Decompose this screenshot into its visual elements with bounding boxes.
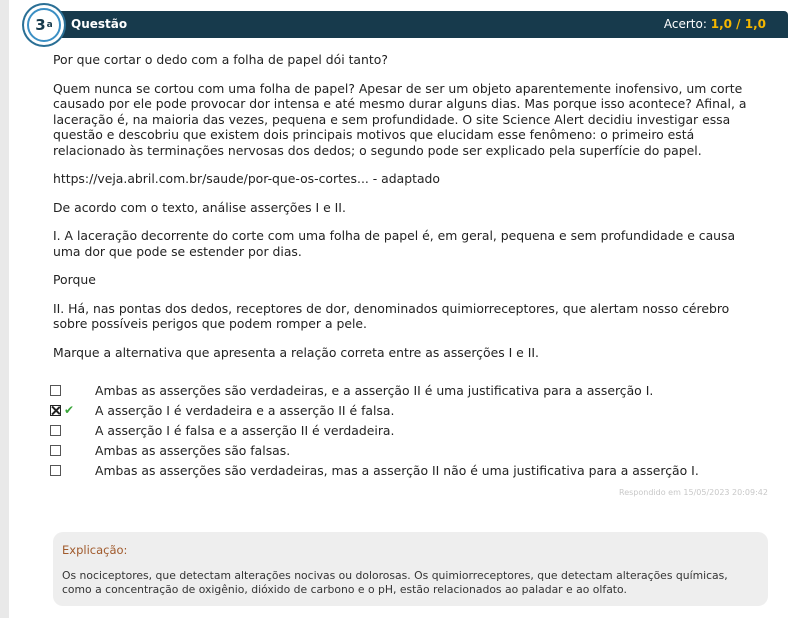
answer-option[interactable] bbox=[50, 423, 770, 443]
answer-option-label: A asserção I é verdadeira e a asserção II é falsa. bbox=[95, 403, 395, 418]
question-number-value: 3 bbox=[35, 16, 46, 34]
answer-option-label: Ambas as asserções são falsas. bbox=[95, 443, 291, 458]
answered-timestamp: Respondido em 15/05/2023 20:09:42 bbox=[619, 488, 768, 497]
question-body bbox=[53, 52, 765, 373]
question-paragraph: Quem nunca se cortou com uma folha de papel? Apesar de ser um objeto aparentemente inofensivo, um corte causado por ele pode provocar dor intensa e até mesmo durar alguns dias. Mas porque isso acontece? Afinal, a laceração é, na maioria das vezes, pequena e sem profundidade. O site Science Alert decidiu investigar essa questão e descobriu que existem dois principais motivos que elucidam esse fenômeno: o primeiro está relacionado às terminações nervosas dos dedos; o segundo pode ser explicado pela superfície do papel. bbox=[53, 80, 747, 158]
checkbox[interactable] bbox=[50, 385, 61, 396]
question-number bbox=[27, 8, 61, 42]
answer-option-label: Ambas as asserções são verdadeiras, e a asserção II é uma justificativa para a asserção I. bbox=[95, 383, 654, 398]
explanation-box bbox=[53, 532, 768, 606]
question-header bbox=[28, 11, 788, 38]
x-checkbox-icon[interactable] bbox=[50, 405, 61, 416]
question-title: Questão bbox=[71, 17, 128, 31]
checkbox[interactable] bbox=[50, 425, 61, 436]
checkbox[interactable] bbox=[50, 465, 61, 476]
assertion-two: II. Há, nas pontas dos dedos, receptores de dor, denominados quimiorreceptores, que alertam nosso cérebro sobre possíveis perigos que podem romper a pele. bbox=[53, 300, 730, 331]
answer-option-selected[interactable] bbox=[50, 403, 770, 423]
left-rail bbox=[0, 0, 9, 618]
question-number-sup: a bbox=[46, 20, 53, 30]
assertion-one: I. A laceração decorrente do corte com uma folha de papel é, em geral, pequena e sem profundidade e causa uma dor que pode se estender por dias. bbox=[53, 228, 736, 259]
score-label: Acerto: bbox=[663, 17, 707, 31]
question-paragraph: Porque bbox=[53, 272, 96, 287]
answer-option-label: A asserção I é falsa e a asserção II é verdadeira. bbox=[95, 423, 395, 438]
question-paragraph: De acordo com o texto, análise asserções I e II. bbox=[53, 199, 346, 215]
question-number-badge bbox=[24, 5, 64, 45]
answer-option-label: Ambas as asserções são verdadeiras, mas a asserção II não é uma justificativa para a asserção I. bbox=[95, 463, 699, 478]
score-value: 1,0 / 1,0 bbox=[710, 17, 766, 31]
source-link: https://veja.abril.com.br/saude/por-que-os-cortes... - adaptado bbox=[53, 171, 440, 186]
score bbox=[664, 17, 766, 31]
answer-option[interactable] bbox=[50, 383, 770, 403]
question-paragraph: Por que cortar o dedo com a folha de papel dói tanto? bbox=[53, 52, 388, 67]
explanation-text: Os nociceptores, que detectam alterações nocivas ou dolorosas. Os quimiorreceptores, que detectam alterações químicas, como a concentração de oxigênio, dióxido de carbono e o pH, estão relacionados ao paladar e ao olfato. bbox=[62, 569, 728, 596]
checkbox[interactable] bbox=[50, 445, 61, 456]
answer-option[interactable] bbox=[50, 463, 770, 483]
answer-options bbox=[50, 383, 770, 483]
explanation-title: Explicação: bbox=[62, 543, 128, 557]
check-icon: ✔ bbox=[64, 403, 75, 417]
answer-option[interactable] bbox=[50, 443, 770, 463]
question-prompt: Marque a alternativa que apresenta a relação correta entre as asserções I e II. bbox=[53, 344, 539, 360]
